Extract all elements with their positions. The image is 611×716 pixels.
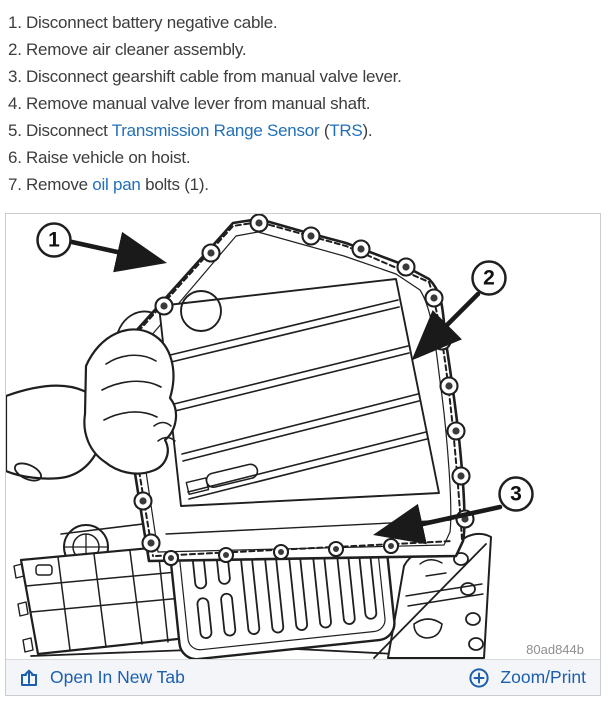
step-text-segment: Disconnect [26,121,112,140]
step-text-segment: ( [319,121,330,140]
callout-1-label: 1 [48,228,60,252]
diagram-line-art [6,214,600,659]
oil-pan-diagram [6,214,600,659]
zoom-print-label: Zoom/Print [500,667,586,687]
step-item [8,117,611,144]
step-number: 4. [8,94,22,113]
step-item [8,90,611,117]
step-text [26,9,277,36]
step-text [26,144,190,171]
figure-code: 80ad844b [526,642,584,657]
figure-panel [5,213,601,696]
step-text-segment: Disconnect battery negative cable. [26,13,278,32]
callout-3 [500,478,533,511]
open-in-new-tab-button[interactable] [18,667,185,689]
step-text [26,117,372,144]
zoom-plus-icon [468,667,490,689]
step-text-segment: Raise vehicle on hoist. [26,148,191,167]
callout-2-label: 2 [483,266,495,290]
open-in-new-tab-icon [18,667,40,689]
step-number: 2. [8,40,22,59]
step-item [8,144,611,171]
callout-3-label: 3 [510,482,522,506]
open-in-new-tab-label: Open In New Tab [50,667,185,687]
step-number: 3. [8,67,22,86]
step-text-segment: ). [362,121,373,140]
step-text-segment: Remove manual valve lever from manual shaft. [26,94,371,113]
callout-1 [38,224,71,257]
step-text [26,63,402,90]
step-text-segment: bolts (1). [140,175,209,194]
step-text [26,36,246,63]
instruction-steps [0,0,611,198]
step-number: 5. [8,121,22,140]
step-item [8,63,611,90]
step-text-segment: Disconnect gearshift cable from manual valve lever. [26,67,402,86]
step-item [8,9,611,36]
step-number: 1. [8,13,22,32]
step-item [8,171,611,198]
callout-2 [473,262,506,295]
figure-toolbar [6,659,600,695]
inline-link[interactable]: Transmission Range Sensor [111,121,320,140]
step-item [8,36,611,63]
step-text [26,90,370,117]
step-text [26,171,209,198]
step-text-segment: Remove air cleaner assembly. [26,40,247,59]
inline-link[interactable]: oil pan [92,175,141,194]
step-number: 6. [8,148,22,167]
step-text-segment: Remove [26,175,93,194]
step-number: 7. [8,175,22,194]
inline-link[interactable]: TRS [329,121,363,140]
zoom-print-button[interactable] [468,667,586,689]
